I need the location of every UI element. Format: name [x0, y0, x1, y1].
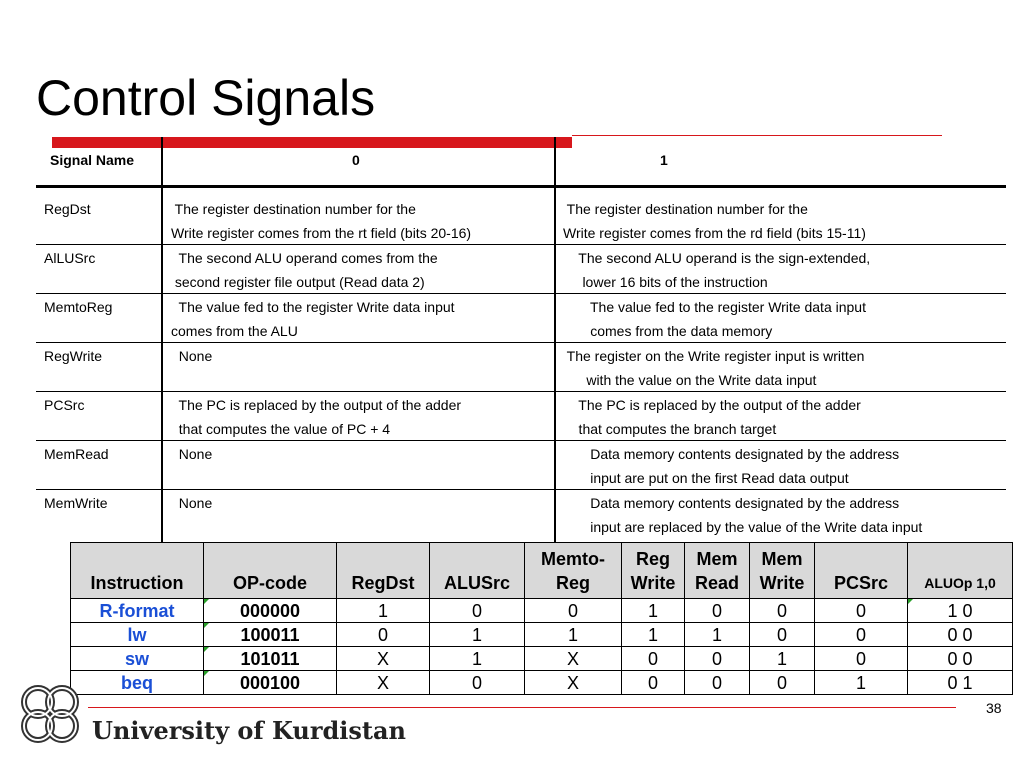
column-header-text: ALUSrc	[443, 573, 510, 593]
row-separator	[36, 293, 1006, 294]
table-cell: 1	[430, 623, 525, 647]
column-header	[204, 543, 337, 599]
table-cell: 0	[685, 599, 750, 623]
column-header	[430, 543, 525, 599]
row-separator	[36, 391, 1006, 392]
signal-one-text: The second ALU operand is the sign-extended,	[563, 250, 871, 266]
column-header	[337, 543, 430, 599]
header-rule	[36, 185, 1006, 188]
row-separator	[36, 440, 1006, 441]
table-cell: 0	[430, 599, 525, 623]
signal-name: RegWrite	[44, 348, 103, 364]
column-header	[685, 543, 750, 599]
row-separator	[36, 244, 1006, 245]
table-cell: 0	[815, 623, 908, 647]
row-separator	[36, 489, 1006, 490]
signal-one-text: Data memory contents designated by the address	[563, 495, 900, 511]
table-cell: X	[337, 647, 430, 671]
table-cell: 1	[750, 647, 815, 671]
column-header-text: Instruction	[90, 573, 184, 593]
signal-name-header: Signal Name	[50, 152, 135, 168]
signal-row	[36, 296, 1006, 345]
signal-row	[36, 443, 1006, 492]
column-header-text: Mem	[761, 549, 803, 569]
signal-name: MemRead	[44, 446, 109, 462]
column-header-text: PCSrc	[833, 573, 889, 593]
signal-one-text: comes from the data memory	[563, 323, 773, 339]
signal-one-text: lower 16 bits of the instruction	[563, 274, 768, 290]
column-header-text: OP-code	[232, 573, 307, 593]
table-cell: 1	[622, 623, 685, 647]
signal-one-text: The register destination number for the	[563, 201, 808, 217]
footer-rule	[88, 707, 956, 708]
table-cell: 1 0	[908, 599, 1013, 623]
table-cell: 0	[337, 623, 430, 647]
table-cell: 100011	[204, 623, 337, 647]
signal-one-text: The value fed to the register Write data input	[563, 299, 866, 315]
value-zero-header: 0	[352, 152, 360, 168]
signal-one-text: with the value on the Write data input	[563, 372, 817, 388]
table-cell: 000000	[204, 599, 337, 623]
signal-name: MemtoReg	[44, 299, 113, 315]
signal-row	[36, 345, 1006, 394]
table-cell: 0	[815, 599, 908, 623]
signal-zero-text: None	[171, 446, 213, 462]
table-cell: 0	[430, 671, 525, 695]
column-header-text: Memto-	[541, 549, 605, 569]
table-cell: 0	[685, 671, 750, 695]
control-table	[70, 542, 1013, 695]
column-header	[525, 543, 622, 599]
table-cell: 0	[622, 647, 685, 671]
signal-row	[36, 247, 1006, 296]
signal-zero-text: The PC is replaced by the output of the adder	[171, 397, 462, 413]
column-header	[815, 543, 908, 599]
signal-name: PCSrc	[44, 397, 85, 413]
signal-zero-text: The second ALU operand comes from the	[171, 250, 438, 266]
signal-zero-text: The value fed to the register Write data input	[171, 299, 455, 315]
signal-zero-text: that computes the value of PC + 4	[171, 421, 391, 437]
signal-one-text: Data memory contents designated by the address	[563, 446, 900, 462]
table-cell: X	[525, 671, 622, 695]
signal-one-text: The register on the Write register input is written	[563, 348, 865, 364]
column-header	[908, 543, 1013, 599]
column-header-text: Write	[630, 573, 676, 593]
column-header	[71, 543, 204, 599]
column-header	[750, 543, 815, 599]
signal-zero-text: The register destination number for the	[171, 201, 416, 217]
signal-name: MemWrite	[44, 495, 108, 511]
signal-row	[36, 198, 1006, 247]
table-cell: 0	[750, 671, 815, 695]
slide-title: Control Signals	[36, 70, 376, 126]
column-header-text: Reg	[635, 549, 670, 569]
value-one-header: 1	[660, 152, 668, 168]
table-row	[71, 671, 1013, 695]
signal-zero-text: second register file output (Read data 2)	[171, 274, 425, 290]
instruction-cell: beq	[71, 671, 204, 695]
instruction-cell: R-format	[71, 599, 204, 623]
table-cell: X	[337, 671, 430, 695]
column-header-text: Write	[759, 573, 805, 593]
table-cell: 1	[525, 623, 622, 647]
signal-one-text: input are put on the first Read data output	[563, 470, 849, 486]
signal-zero-text: Write register comes from the rt field (bits 20-16)	[171, 225, 472, 241]
column-header-text: Reg	[555, 573, 590, 593]
table-cell: 1	[622, 599, 685, 623]
table-cell: 0	[525, 599, 622, 623]
table-cell: 1	[337, 599, 430, 623]
signal-zero-text: None	[171, 495, 213, 511]
column-header-text: ALUOp 1,0	[924, 575, 996, 591]
instruction-cell: sw	[71, 647, 204, 671]
column-header-text: RegDst	[351, 573, 415, 593]
page-number: 38	[986, 700, 1002, 716]
row-separator	[36, 342, 1006, 343]
signal-name: AlLUSrc	[44, 250, 96, 266]
table-cell: 0	[685, 647, 750, 671]
table-cell: 1	[430, 647, 525, 671]
signal-row	[36, 492, 1006, 541]
table-cell: 0	[815, 647, 908, 671]
signal-row	[36, 394, 1006, 443]
signal-zero-text: None	[171, 348, 213, 364]
signal-name: RegDst	[44, 201, 91, 217]
table-row	[71, 599, 1013, 623]
title-accent-line	[572, 135, 942, 136]
table-cell: X	[525, 647, 622, 671]
table-cell: 0	[750, 599, 815, 623]
table-cell: 0 0	[908, 647, 1013, 671]
signal-one-text: Write register comes from the rd field (bits 15-11)	[563, 225, 866, 241]
signal-one-text: input are replaced by the value of the Write data input	[563, 519, 923, 535]
table-cell: 1	[685, 623, 750, 647]
signal-one-text: The PC is replaced by the output of the adder	[563, 397, 861, 413]
table-cell: 0	[622, 671, 685, 695]
table-cell: 000100	[204, 671, 337, 695]
table-cell: 0 1	[908, 671, 1013, 695]
column-header	[622, 543, 685, 599]
table-cell: 0 0	[908, 623, 1013, 647]
column-header-text: Read	[694, 573, 739, 593]
title-accent-bar	[52, 137, 572, 148]
signal-one-text: that computes the branch target	[563, 421, 777, 437]
table-cell: 0	[750, 623, 815, 647]
table-row	[71, 623, 1013, 647]
table-cell: 1	[815, 671, 908, 695]
university-logo-icon	[14, 678, 86, 750]
table-row	[71, 647, 1013, 671]
column-header-text: Mem	[696, 549, 738, 569]
signal-zero-text: comes from the ALU	[171, 323, 298, 339]
footer-university: University of Kurdistan	[92, 716, 406, 745]
instruction-cell: lw	[71, 623, 204, 647]
table-cell: 101011	[204, 647, 337, 671]
